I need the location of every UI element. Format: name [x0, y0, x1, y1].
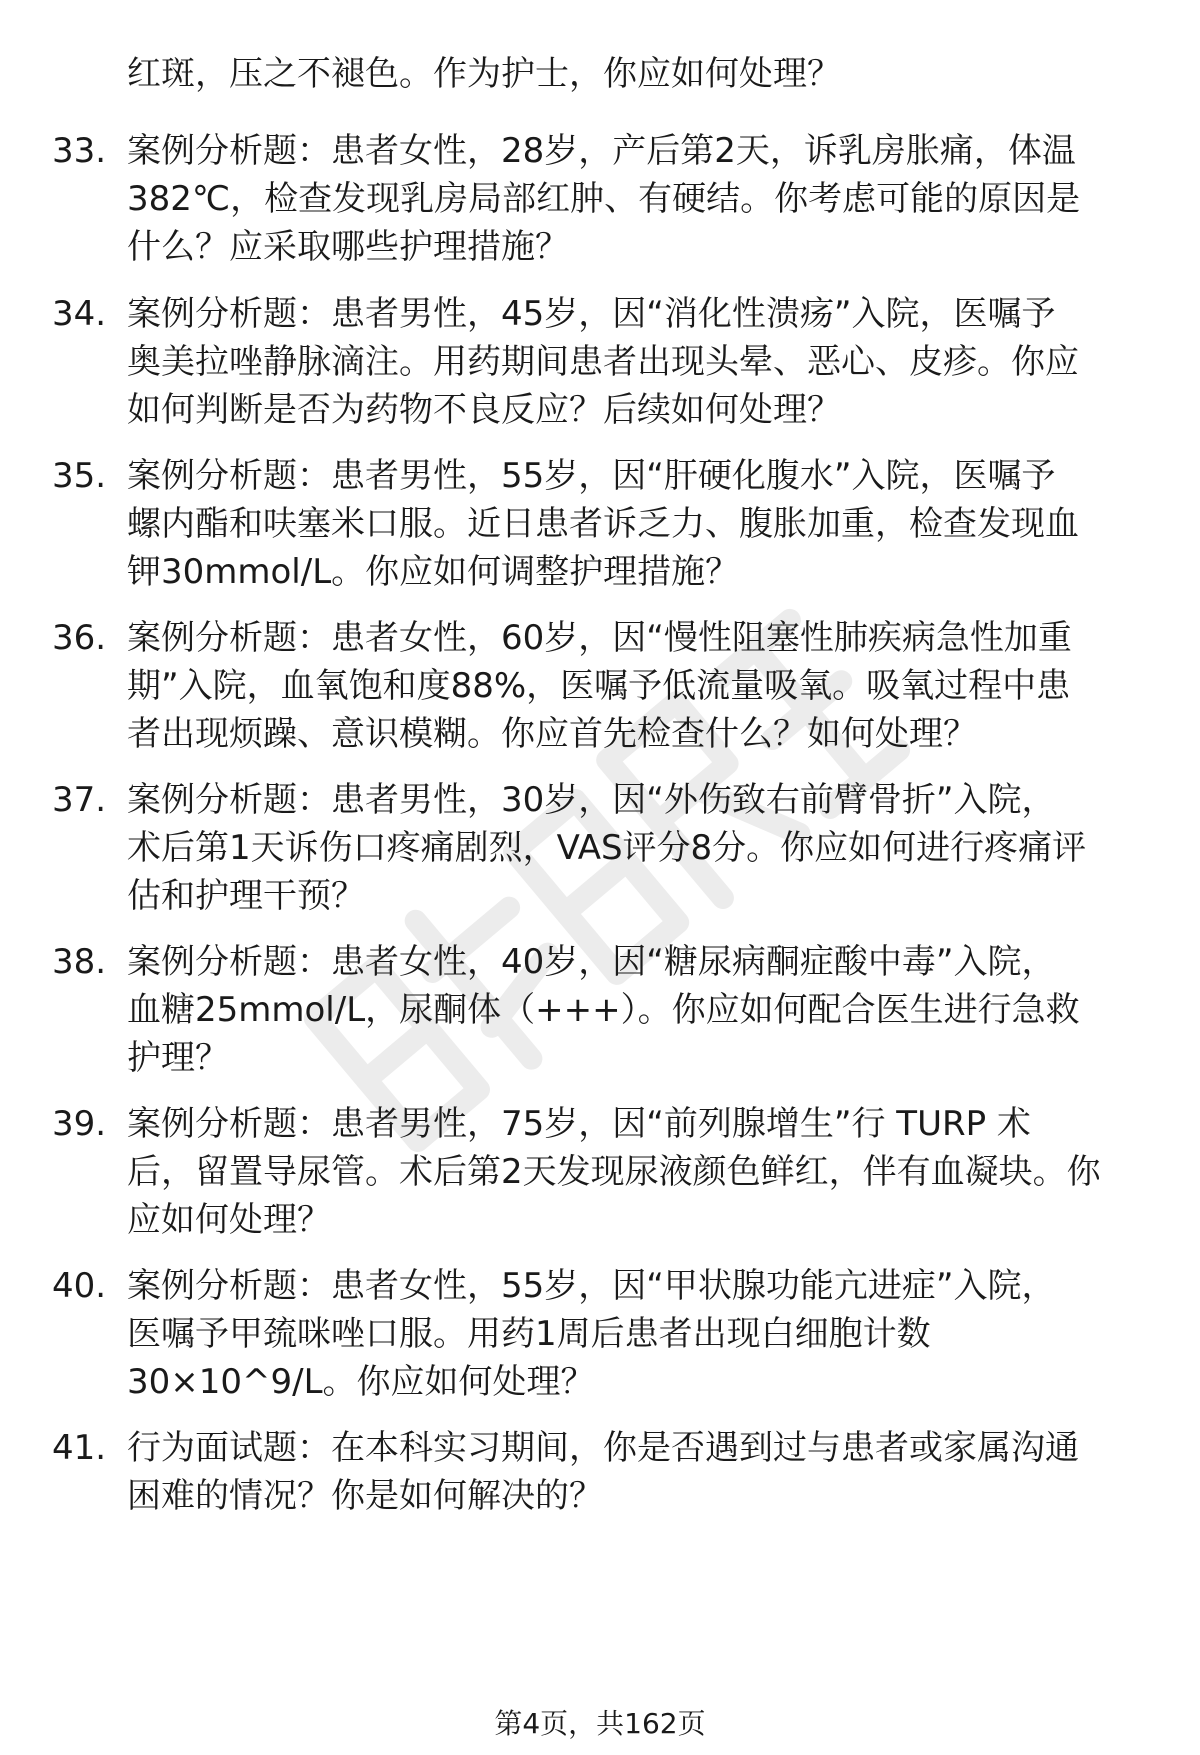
question-text	[127, 776, 1177, 920]
text-line: 30×10^9/L。你应如何处理？	[127, 1362, 595, 1402]
question-text	[127, 290, 1177, 434]
question-number: 33.	[52, 131, 107, 171]
text-line: 案例分析题：患者男性，45岁，因“消化性溃疡”入院，医嘱予	[127, 294, 1056, 334]
text-line: 期”入院，血氧饱和度88%，医嘱予低流量吸氧。吸氧过程中患	[127, 666, 1071, 706]
question-number: 34.	[52, 294, 107, 334]
question-text	[127, 1100, 1177, 1244]
question-number: 39.	[52, 1104, 107, 1144]
text-line: 案例分析题：患者男性，75岁，因“前列腺增生”行 TURP 术	[127, 1104, 1031, 1144]
text-line: 红斑，压之不褪色。作为护士，你应如何处理？	[127, 54, 841, 94]
text-line: 术后第1天诉伤口疼痛剧烈，VAS评分8分。你应如何进行疼痛评	[127, 828, 1087, 868]
question-text	[127, 127, 1177, 271]
text-line: 者出现烦躁、意识模糊。你应首先检查什么？如何处理？	[127, 714, 977, 754]
intro-text	[127, 50, 1177, 98]
text-line: 估和护理干预？	[127, 876, 365, 916]
question-text	[127, 1424, 1177, 1520]
text-line: 案例分析题：患者女性，60岁，因“慢性阻塞性肺疾病急性加重	[127, 618, 1072, 658]
text-line: 什么？应采取哪些护理措施？	[127, 227, 569, 267]
text-line: 奥美拉唑静脉滴注。用药期间患者出现头晕、恶心、皮疹。你应	[127, 342, 1079, 382]
text-line: 困难的情况？你是如何解决的？	[127, 1476, 603, 1516]
text-line: 382℃，检查发现乳房局部红肿、有硬结。你考虑可能的原因是	[127, 179, 1081, 219]
text-line: 螺内酯和呋塞米口服。近日患者诉乏力、腹胀加重，检查发现血	[127, 504, 1079, 544]
text-line: 如何判断是否为药物不良反应？后续如何处理？	[127, 390, 841, 430]
text-line: 案例分析题：患者女性，28岁，产后第2天，诉乳房胀痛，体温	[127, 131, 1076, 171]
text-line: 案例分析题：患者女性，40岁，因“糖尿病酮症酸中毒”入院，	[127, 942, 1056, 982]
question-number: 38.	[52, 942, 107, 982]
question-text	[127, 938, 1177, 1082]
question-number: 37.	[52, 780, 107, 820]
page-number: 第4页，共162页	[494, 1707, 706, 1740]
text-line: 后，留置导尿管。术后第2天发现尿液颜色鲜红，伴有血凝块。你	[127, 1152, 1101, 1192]
question-number: 36.	[52, 618, 107, 658]
question-text	[127, 614, 1177, 758]
text-line: 行为面试题：在本科实习期间，你是否遇到过与患者或家属沟通	[127, 1428, 1079, 1468]
question-number: 40.	[52, 1266, 107, 1306]
text-line: 血糖25mmol/L，尿酮体（+++）。你应如何配合医生进行急救	[127, 990, 1080, 1030]
question-number: 35.	[52, 456, 107, 496]
text-line: 案例分析题：患者男性，30岁，因“外伤致右前臂骨折”入院，	[127, 780, 1056, 820]
text-line: 应如何处理？	[127, 1200, 331, 1240]
question-text	[127, 1262, 1177, 1406]
text-line: 钾30mmol/L。你应如何调整护理措施？	[127, 552, 740, 592]
text-line: 医嘱予甲巯咪唑口服。用药1周后患者出现白细胞计数	[127, 1314, 931, 1354]
text-line: 案例分析题：患者女性，55岁，因“甲状腺功能亢进症”入院，	[127, 1266, 1056, 1306]
text-line: 案例分析题：患者男性，55岁，因“肝硬化腹水”入院，医嘱予	[127, 456, 1056, 496]
page-footer	[0, 1704, 1200, 1744]
question-number: 41.	[52, 1428, 107, 1468]
question-text	[127, 452, 1177, 596]
text-line: 护理？	[127, 1038, 229, 1078]
